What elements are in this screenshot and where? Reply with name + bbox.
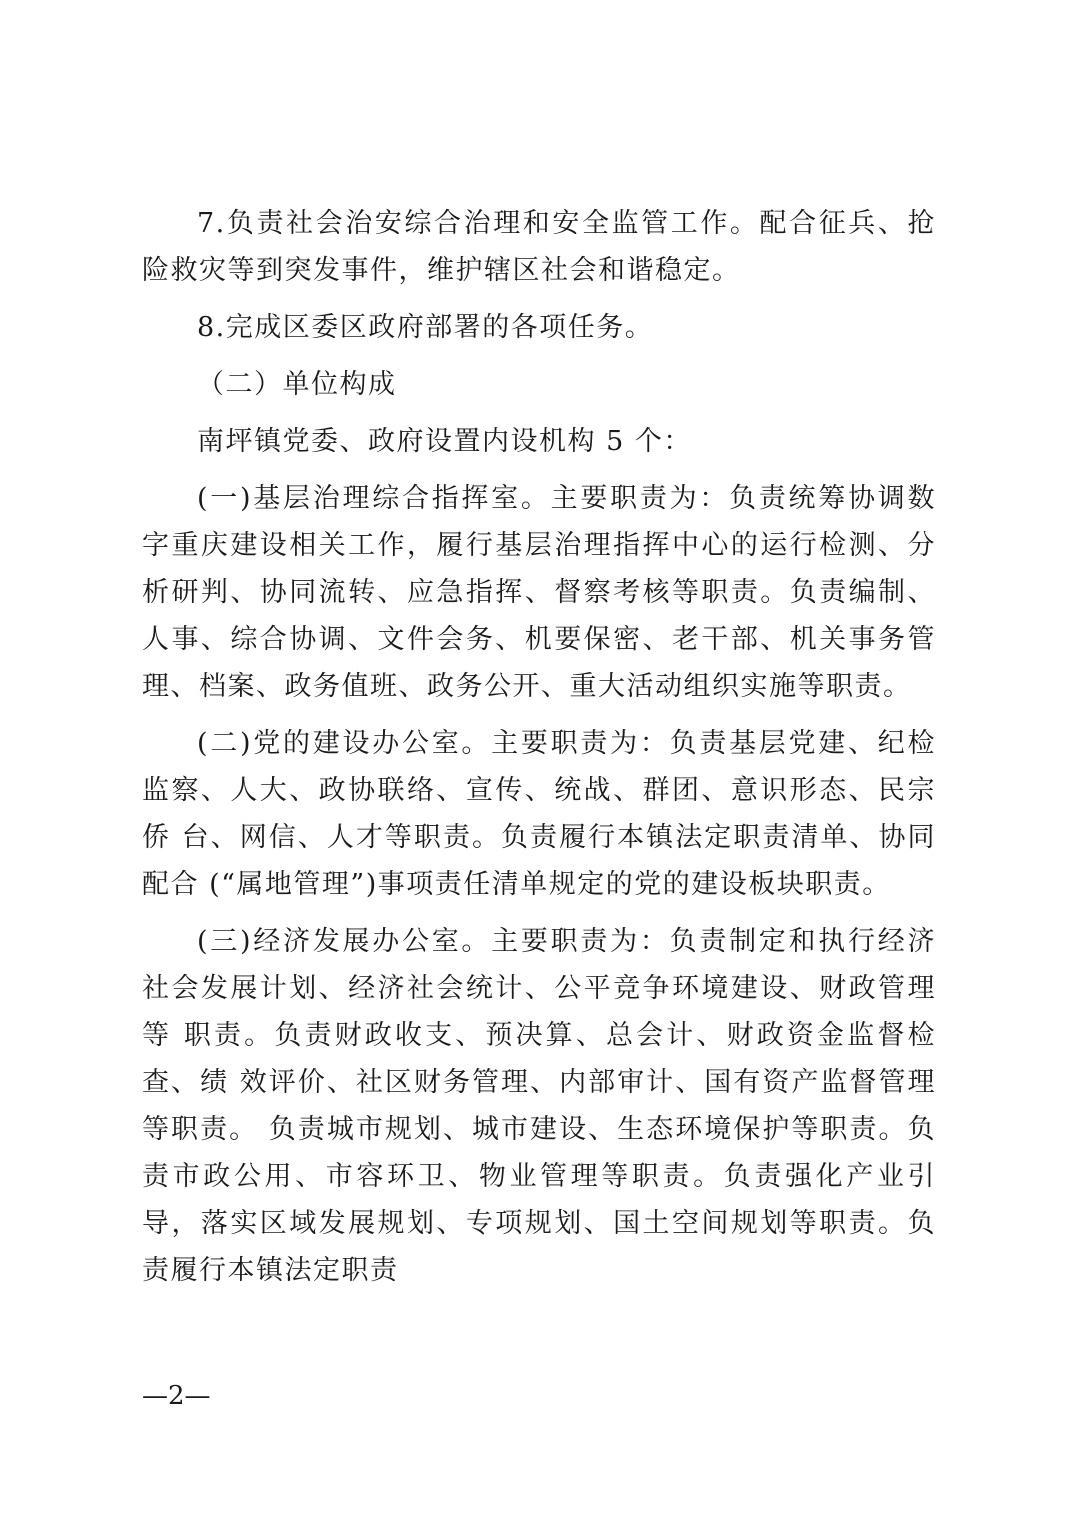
paragraph-item-8: 8.完成区委区政府部署的各项任务。: [197, 312, 654, 343]
paragraph-internal-units-intro: 南坪镇党委、政府设置内设机构 5 个：: [197, 426, 692, 457]
section-heading-unit-composition: （二）单位构成: [197, 369, 397, 400]
page-number: —2—: [142, 1381, 211, 1411]
document-body: [142, 200, 965, 1304]
paragraph-item-7: 7.负责社会治安综合治理和安全监管工作。配合征兵、抢险救灾等到突发事件，维护辖区社会和谐稳定。: [142, 208, 936, 286]
paragraph-economic-development-office: (三)经济发展办公室。主要职责为：负责制定和执行经济 社会发展计划、经济社会统计、公平竞争环境建设、财政管理等 职责。负责财政收支、预决算、总会计、财政资金监督检查、绩 效评价、社区财务管理、内部审计、国有资产监督管理等职责。 负责城市规划、城市建设、生态环境保护等职责。负责市政公用、市容环卫、物业管理等职责。负责强化产业引导，落实区域发展规划、专项规划、国土空间规划等职责。负责履行本镇法定职责: [142, 926, 936, 1286]
paragraph-governance-command-office: (一)基层治理综合指挥室。主要职责为：负责统筹协调数 字重庆建设相关工作，履行基层治理指挥中心的运行检测、分析研判、协同流转、应急指挥、督察考核等职责。负责编制、人事、综合协调、文件会务、机要保密、老干部、机关事务管理、档案、政务值班、政务公开、重大活动组织实施等职责。: [142, 483, 965, 702]
paragraph-party-building-office: (二)党的建设办公室。主要职责为：负责基层党建、纪检 监察、人大、政协联络、宣传、统战、群团、意识形态、民宗侨 台、网信、人才等职责。负责履行本镇法定职责清单、协同配合 (“属地管理”)事项责任清单规定的党的建设板块职责。: [142, 728, 936, 900]
